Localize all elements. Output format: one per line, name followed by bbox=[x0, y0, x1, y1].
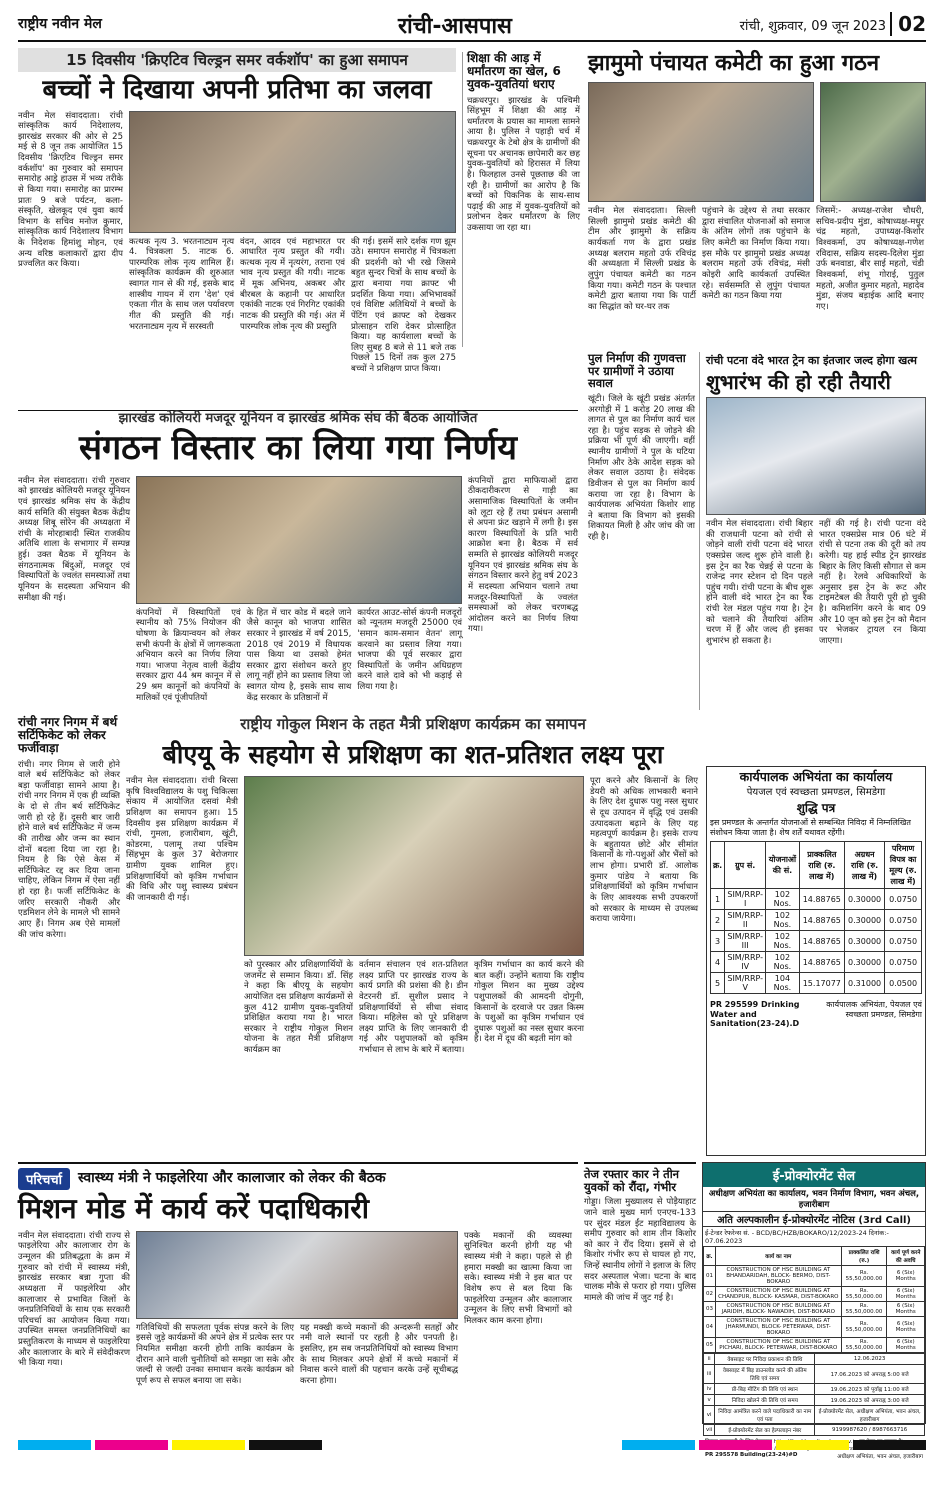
table-cell: SIM/RRP-IV bbox=[725, 952, 766, 973]
yellow-swatch bbox=[776, 1440, 849, 1450]
page-header bbox=[18, 10, 926, 42]
table-row bbox=[711, 952, 922, 973]
story-body-col3: के हित में चार कोड में बदले जाने जैसे कानून को भाजपा शासित सरकार ने झारखंड में वर्ष 2015, 2018 एवं 2019 में विधायक पास किया था उसको हेमंत सरकार द्वारा संशोधन करते हुए लागू नहीं होने का प्रस्ताव लिया जो स्वागत योग्य है, इसके साथ साथ केंद्र सरकार के प्रतिष्ठानों में bbox=[246, 607, 352, 703]
page-number: 02 bbox=[890, 12, 926, 36]
notice-title: ई-प्रोक्योरमेंट सेल bbox=[703, 1163, 925, 1187]
story-body-col2: पहुंचाने के उद्देश्य से तथा सरकार द्वारा संचालित योजनाओं को समाज के अंतिम लोगों तक पहुंचाने के लिए कमेटी का निर्माण किया गया। इस मौके पर झामुमो प्रखंड अध्यक्ष बलराम महतो उर्फ रविचंद्र, मंसी कोइरी आदि कार्यकर्ता उपस्थित रहे। सर्वसम्मति से लुपुंग पंचायत कमेटी का गठन किया गया bbox=[702, 206, 810, 302]
table-cell: vii bbox=[704, 1425, 715, 1436]
table-header: अग्रधन राशि (रु. लाख में) bbox=[845, 842, 885, 889]
table-header: परिमाण विपत्र का मूल्य (रु. लाख में) bbox=[885, 842, 922, 889]
story-body: रांची। नगर निगम से जारी होने वाले बर्थ सर्टिफिकेट को लेकर बड़ा फर्जीवाड़ा सामने आया है। रांची नगर निगम में एक ही व्यक्ति के दो से तीन बर्थ सर्टिफिकेट जारी हो रहे हैं। दूसरी बार जारी होने वाले बर्थ सर्टिफिकेट में जन्म की तारीख और जन्म का स्थान दोनों बदला दिया जा रहा है। नियम है कि ऐसे केस में सर्टिफिकेट रद्द कर दिया जाना चाहिए, लेकिन निगम में ऐसा नहीं हो रहा है। फर्जी सर्टिफिकेट के जरिए सरकारी नौकरी और एडमिशन लेने के मामले भी सामने आए हैं। निगम अब ऐसे मामलों की जांच करेगा। bbox=[18, 759, 120, 940]
table-cell: 102 Nos. bbox=[766, 889, 799, 910]
story-body-col5: कंपनियों द्वारा माफियाओं द्वारा ठीकदारीकरण से गाड़ी का असामाजिक विस्थापितों के जमीन को लूटा रहे हैं तथा प्रबंधन असामी से अपना फ्रंट खड़ाने में लगी है। इस कारण विस्थापितों के प्रति भारी आक्रोश बना है। बैठक में सर्व सम्मति से झारखंड कोलियरी मजदूर यूनियन एवं झारखंड श्रमिक संघ के संगठन विस्तार करने हेतु वर्ष 2023 में सदस्यता अभियान चलाने तथा मजदूर-विस्थापितों के ज्वलंत समस्याओं को लेकर चरणबद्ध आंदोलन करने का निर्णय लिया गया। bbox=[468, 475, 578, 635]
notice-pr-code: PR 295599 Drinking Water and Sanitation(23-24).D bbox=[710, 1000, 800, 1029]
table-cell: 04 bbox=[704, 1317, 716, 1338]
table-cell: 104 Nos. bbox=[766, 973, 799, 994]
story-body: नवीन मेल संवाददाता। रांची गुरुवार को झारखंड कोलियरी मजदूर यूनियन एवं झारखंड श्रमिक संघ के केंद्रीय कार्य समिति की संयुक्त बैठक केंद्रीय अध्यक्ष शिबू सोरेन की अध्यक्षता में रांची के मोरहाबादी स्थित राजकीय अतिथि शाला के सभागार में सम्पन्न हुई। उक्त बैठक में यूनियन के संगठनात्मक बिंदुओं, मजदूर एवं विस्थापितों के ज्वलंत समस्याओं तथा यूनियन के सदस्यता अभियान की समीक्षा की गई। bbox=[18, 475, 130, 603]
story-body-col2: नहीं की गई है। रांची पटना वंदे भारत एक्सप्रेस मात्र 06 घंटे में रांची से पटना तक की दूरी को तय करेगी। यह हाई स्पीड ट्रेन झारखंड बिहार के लिए किसी सौगात से कम नहीं है। रेलवे अधिकारियों के अनुसार इस ट्रेन के रूट और टाइमटेबल की तैयारी पूरी हो चुकी है। कमिशनिंग करने के बाद 09 और 10 जून को इस ट्रेन को मैदान पर भेजकर ट्रायल रन किया जाएगा। bbox=[819, 519, 926, 646]
story-band: रांची पटना वंदे भारत ट्रेन का इंतजार जल्द होगा खत्म bbox=[706, 354, 917, 367]
magenta-swatch bbox=[95, 1440, 168, 1450]
story-headline: बीएयू के सहयोग से प्रशिक्षण का शत-प्रतिशत लक्ष्य पूरा bbox=[162, 739, 664, 769]
table-cell: 0.30000 bbox=[845, 952, 885, 973]
table-cell: 102 Nos. bbox=[766, 931, 799, 952]
story-body-col3: वंदन, आदव एवं महाभारत पर आधारित नृत्य प्रस्तुत की गयी। कत्थक नृत्य में नृत्यरंग, तराना एवं भाव नृत्य प्रस्तुत की गयी। नाटक में मूक अभिनय, अकबर और बीरबल के कहानी पर आधारित एकांकी नाटक एवं गिरगिट एकांकी नाटक की प्रस्तुति की गई। अंत में पारम्परिक लोक नृत्य की प्रस्तुति bbox=[240, 236, 345, 332]
table-cell: 02 bbox=[704, 1287, 716, 1302]
story-body-col4: की गई। इसमें सारे दर्शक गण झूम उठे। समापन समारोह में चित्रकला की प्रदर्शनी को भी रखे जिसमे बहुत सुन्दर चित्रों के साथ बच्चों के द्वारा बनाया गया क्राफ्ट भी प्रदर्शित किया गया। अभिभावकों एवं विशिष्ट अतिथियों ने बच्चों के पेंटिंग एवं क्राफ्ट को देखकर प्रोत्साहन राशि देकर प्रोत्साहित किया। यह कार्यशाला बच्चों के लिए सुबह 8 बजे से 11 बजे तक पिछले 15 दिनों तक कुल 275 बच्चों ने प्रशिक्षण प्राप्त किया। bbox=[351, 236, 456, 375]
table-row bbox=[704, 1287, 925, 1302]
table-cell: vi bbox=[704, 1406, 715, 1425]
corrigendum-table bbox=[710, 841, 922, 994]
story-body-col5: पूरा करने और किसानों के लिए डेयरी को अधिक लाभकारी बनाने के लिए देश दुधारू पशु नस्ल सुधार से दूध उत्पादन में वृद्धि एवं उसकी उत्पादकता बढ़ाने के लिए यह महत्वपूर्ण कार्यक्रम है। इसके राज्य के बहुतायत छोटे और सीमांत किसानों के गो-पशुओं और भैंसों को लाभ होगा। प्रभारी डॉ. आलोक कुमार पांडेय ने बताया कि प्रशिक्षणार्थियों को कृत्रिम गर्भाधान के लिए आवश्यक सभी उपकरणों को सरकार के माध्यम से उपलब्ध कराया जायेगा। bbox=[590, 776, 698, 925]
table-row bbox=[704, 1395, 925, 1406]
table-cell: 6 (Six) Months bbox=[887, 1338, 925, 1353]
table-cell: Rs. 55,50,000.00 bbox=[841, 1302, 887, 1317]
table-cell: 14.88765 bbox=[799, 931, 844, 952]
story-body: नवीन मेल संवाददाता। रांची राज्य से फाइलेरिया और कालाजार रोग के उन्मूलन की प्रतिबद्धता के क्रम में गुरुवार को रांची में स्वास्थ्य मंत्री, झारखंड सरकार बन्ना गुप्ता की अध्यक्षता में फाइलेरिया और कालाजार से प्रभावित जिलों के जनप्रतिनिधियों के साथ एक सरकारी परिचर्चा का आयोजन किया गया। उपस्थित समस्त जनप्रतिनिधियों का प्रस्तुतिकरण के माध्यम से फाइलेरिया और कालाजार के बारे में संवेदीकरण भी किया गया। bbox=[18, 1230, 130, 1369]
table-cell: ई-प्रोक्योरमेंट सेल का हेल्पलाइन नंबर bbox=[715, 1425, 815, 1436]
table-cell: 0.0500 bbox=[885, 973, 922, 994]
table-cell: 0.30000 bbox=[845, 889, 885, 910]
notice-title: कार्यपालक अभियंता का कार्यालय bbox=[739, 769, 893, 784]
story-body-col2: कंपनियों में विस्थापितों एवं स्थानीय को 75% नियोजन की घोषणा के क्रियान्वयन को लेकर सभी कंपनी के क्षेत्रों में जागरूकता अभियान करने का निर्णय लिया गया। भाजपा नेतृत्व वाली केंद्रीय सरकार द्वारा 44 श्रम कानून में से 29 श्रम कानूनों को कंपनियों के मालिकों एवं पूंजीपतियों bbox=[136, 607, 241, 703]
table-cell: 15.17077 bbox=[799, 973, 844, 994]
table-header: ग्रुप सं. bbox=[725, 842, 766, 889]
table-cell: 9199987620 / 8987663716 bbox=[815, 1425, 925, 1436]
story-headline: झामुमो पंचायत कमेटी का हुआ गठन bbox=[588, 51, 880, 76]
meeting-photo bbox=[136, 476, 462, 604]
table-cell: 0.0750 bbox=[885, 889, 922, 910]
story-bridge-quality bbox=[588, 352, 700, 710]
dance-performance-photo bbox=[129, 111, 456, 233]
notice-heading: शुद्धि पत्र bbox=[796, 800, 836, 815]
table-cell: Rs. 55,50,000.00 bbox=[841, 1287, 887, 1302]
table-row bbox=[704, 1425, 925, 1436]
table-cell: 6 (Six) Months bbox=[887, 1317, 925, 1338]
notice-subtitle: अधीक्षण अभियंता का कार्यालय, भवन निर्माण विभाग, भवन अंचल, हजारीबाग bbox=[708, 1189, 920, 1210]
table-cell: 0.0750 bbox=[885, 952, 922, 973]
table-cell: ई-प्रोक्योरमेंट सेल, अधीक्षण अभियंता, भवन अंचल, हजारीबाग bbox=[815, 1406, 925, 1425]
story-headline: शिक्षा की आड़ में धर्मांतरण का खेल, 6 युवक-युवतियां धराए bbox=[467, 51, 561, 92]
notice-subtitle: पेयजल एवं स्वच्छता प्रमण्डल, सिमडेगा bbox=[746, 786, 886, 798]
table-cell: 05 bbox=[704, 1338, 716, 1353]
table-cell: 2 bbox=[711, 910, 725, 931]
table-cell: SIM/RRP-V bbox=[725, 973, 766, 994]
table-cell: SIM/RRP-I bbox=[725, 889, 766, 910]
story-body-col3: वर्तमान संचालन एवं शत-प्रतिशत लक्ष्य प्राप्ति पर झारखंड राज्य के कार्य प्रगति की प्रशंसा की है। डीन वेटरनरी डॉ. सुशील प्रसाद ने प्रशिक्षणार्थियों से सीधा संवाद किया। महिलेस को पूरे प्रशिक्षण लक्ष्य प्राप्ति के लिए जानकारी दी गई और पशुपालकों को कृत्रिम गर्भाधान से लाभ के बारे में बताया। bbox=[359, 960, 468, 1055]
train-photo bbox=[706, 397, 926, 515]
table-cell: CONSTRUCTION OF HSC BUILDING AT CHANDPUR, BLOCK- KASMAR, DIST-BOKARO bbox=[716, 1287, 842, 1302]
story-body: चक्रधरपुर। झारखंड के पश्चिमी सिंहभूम में शिक्षा की आड़ में धर्मांतरण के प्रयास का मामला सामने आया है। पुलिस ने पहाड़ी चर्च में चक्रधरपुर के टेबो क्षेत्र के ग्रामीणों की सूचना पर अचानक छापेमारी कर छह युवक-युवतियों को हिरासत में लिया है। फिलहाल उनसे पूछताछ की जा रही है। ग्रामीणों का आरोप है कि बच्चों को पिकनिक के साथ-साथ पढ़ाई की आड़ में युवक-युवतियों को प्रलोभन देकर धर्मांतरण के लिए उकसाया जा रहा था। bbox=[467, 95, 580, 234]
masthead: राष्ट्रीय नवीन मेल bbox=[18, 16, 102, 32]
table-row bbox=[711, 973, 922, 994]
table-cell: वेबसाइट में बिड़ डाउनलोड करने की अंतिम तिथि एवं समय bbox=[715, 1365, 815, 1384]
table-row bbox=[711, 889, 922, 910]
table-cell: 4 bbox=[711, 952, 725, 973]
notice-heading: अति अल्पकालीन ई-प्रोक्योरमेंट नोटिस (3rd Call) bbox=[703, 1211, 925, 1227]
story-body-col4: कार्यरत आउट-सोर्स कंपनी मजदूरों को न्यूनतम मजदूरी 25000 एवं 'समान काम-समान वेतन' लागू करवाने का प्रस्ताव लिया गया। भाजपा की पूर्व सरकार द्वारा विस्थापितों के जमीन अधिग्रहण करने वाले दावे को भी कड़ाई से लिया गया है। bbox=[357, 607, 463, 693]
story-body: नवीन मेल संवाददाता। रांची बिहार की राजधानी पटना को रांची से जोड़ने वाली रांची पटना वंदे भारत एक्सप्रेस जल्द शुरू होने वाली है। इस ट्रेन का रैक चेन्नई से पटना के राजेन्द्र नगर स्टेशन दो दिन पहले पहुंच गयी। रांची पटना के बीच शुरू होने वाली वंदे भारत ट्रेन का रैक रांची रेल मंडल पहुंच गया है। ट्रेन को चलाने की तैयारियां अंतिम चरण में हैं और जल्द ही इसका शुभारंभ हो सकता है। bbox=[706, 519, 813, 646]
table-cell: CONSTRUCTION OF HSC BUILDING AT PICHARI, BLOCK- PETERWAR, DIST-BOKARO bbox=[716, 1338, 842, 1353]
story-kicker: झारखंड कोलियरी मजदूर यूनियन व झारखंड श्रमिक संघ की बैठक आयोजित bbox=[118, 411, 478, 426]
cyan-swatch bbox=[18, 1440, 91, 1450]
notice-intro: इस प्रमण्डल के अन्तर्गत योजनाओं से सम्बन्धित निविदा में निम्नलिखित संशोधन किया जाता है। शेष शर्तें यथावत रहेंगी। bbox=[710, 817, 911, 837]
tender-info-table bbox=[703, 1353, 925, 1436]
table-row bbox=[704, 1406, 925, 1425]
table-cell: 102 Nos. bbox=[766, 952, 799, 973]
story-headline: बच्चों ने दिखाया अपनी प्रतिभा का जलवा bbox=[42, 75, 432, 105]
table-header: प्राक्कलित राशि (रु. लाख में) bbox=[799, 842, 844, 889]
story-headline: शुभारंभ की हो रही तैयारी bbox=[706, 370, 891, 395]
story-bau-training bbox=[126, 716, 700, 1156]
notice-signatory: कार्यपालक अभियंता, पेयजल एवं स्वच्छता प्रमण्डल, सिमडेगा bbox=[826, 1000, 922, 1019]
table-cell: 3 bbox=[711, 931, 725, 952]
story-body: गोड्डा। जिला मुख्यालय से पोड़ैयाहाट जाने वाले मुख्य मार्ग एनएच-133 पर सुंदर मंडल ईंट महाविद्यालय के समीप गुरुवार को शाम तीन किशोर को कार ने रौंद दिया। इसमें से दो किशोर गंभीर रूप से घायल हो गए, जिन्हें स्थानीय लोगों ने इलाज के लिए सदर अस्पताल भेजा। घटना के बाद चालक मौके से फरार हो गया। पुलिस मामले की जांच में जुट गई है। bbox=[584, 1197, 696, 1303]
table-cell: 14.88765 bbox=[799, 889, 844, 910]
table-cell: 0.31000 bbox=[845, 973, 885, 994]
table-row bbox=[704, 1338, 925, 1353]
table-cell: निविदा आमंत्रित करने वाले पदाधिकारी का नाम एवं पता bbox=[715, 1406, 815, 1425]
table-cell: Rs. 55,50,000.00 bbox=[841, 1266, 887, 1287]
table-cell: SIM/RRP-II bbox=[725, 910, 766, 931]
story-headline: तेज रफ्तार कार ने तीन युवकों को रौंदा, गंभीर bbox=[584, 1167, 680, 1194]
story-headline: पुल निर्माण की गुणवत्ता पर ग्रामीणों ने उठाया सवाल bbox=[588, 351, 686, 391]
table-cell: iii bbox=[704, 1365, 715, 1384]
table-cell: 14.88765 bbox=[799, 910, 844, 931]
group-photo bbox=[820, 82, 926, 202]
table-row bbox=[704, 1365, 925, 1384]
table-cell: 12.06.2023 bbox=[815, 1354, 925, 1365]
cyan-swatch bbox=[622, 1440, 695, 1450]
story-body: नवीन मेल संवाददाता। रांची बिरसा कृषि विश्वविद्यालय के पशु चिकित्सा संकाय में आयोजित दसवां मैत्री प्रशिक्षण का समापन हुआ। 15 दिवसीय इस प्रशिक्षण कार्यक्रम में रांची, गुमला, हजारीबाग, खूंटी, कोडरमा, पलामू तथा पश्चिम सिंहभूम के कुल 37 बेरोजगार ग्रामीण युवक शामिल हुए। प्रशिक्षणार्थियों को कृत्रिम गर्भाधान की विधि और पशु स्वास्थ्य प्रबंधन की जानकारी दी गई। bbox=[126, 776, 238, 903]
story-body-col4: पक्के मकानों की व्यवस्था सुनिश्चित करनी होगी यह भी स्वास्थ्य मंत्री ने कहा। पहले से ही हमारा मक्खी का खात्मा किया जा सके। स्वास्थ्य मंत्री ने इस बात पर विशेष रूप से बल दिया कि फाइलेरिया उन्मूलन और कालाजार उन्मूलन के लिए सभी विभागों को मिलकर काम करना होगा। bbox=[464, 1230, 572, 1326]
table-cell: 17.06.2023 को अपराह्न 5:00 बजे bbox=[815, 1365, 925, 1384]
meeting-photo bbox=[136, 1231, 458, 1319]
table-cell: 03 bbox=[704, 1302, 716, 1317]
table-row bbox=[704, 1354, 925, 1365]
table-cell: 19.06.2023 को अपराह्न 3:00 बजे bbox=[815, 1395, 925, 1406]
dateline: रांची, शुक्रवार, 09 जून 2023 bbox=[739, 19, 886, 34]
table-cell: 0.30000 bbox=[845, 910, 885, 931]
table-cell: ii bbox=[704, 1354, 715, 1365]
story-headline: संगठन विस्तार का लिया गया निर्णय bbox=[79, 428, 517, 469]
table-cell: 6 (Six) Months bbox=[887, 1266, 925, 1287]
table-cell: iv bbox=[704, 1384, 715, 1395]
table-cell: SIM/RRP-III bbox=[725, 931, 766, 952]
committee-photo bbox=[588, 82, 814, 202]
story-headline: मिशन मोड में कार्य करें पदाधिकारी bbox=[18, 1192, 369, 1225]
table-cell: Rs. 55,50,000.00 bbox=[841, 1338, 887, 1353]
story-body: नवीन मेल संवाददाता। रांची सांस्कृतिक कार्य निदेशालय, झारखंड सरकार की ओर से 25 मई से 8 जून तक आयोजित 15 दिवसीय 'क्रिएटिव चिल्ड्रन समर वर्कशॉप' का गुरुवार को समापन समारोह आड्रे हाउस में भव्य तरीके से किया गया। समारोह का प्रारम्भ प्रातः 9 बजे पर्यटन, कला-संस्कृति, खेलकूद एवं युवा कार्य विभाग के सचिव मनोज कुमार, सांस्कृतिक कार्य निदेशालय विभाग के निदेशक हिमांशु मोहन, एवं अन्य वरिष्ठ कलाकारों द्वारा दीप प्रज्वलित कर किया। bbox=[18, 110, 123, 270]
table-header: क्र. bbox=[704, 1247, 716, 1266]
table-cell: प्री-बिड़ मीटिंग की तिथि एवं स्थान bbox=[715, 1384, 815, 1395]
magenta-swatch bbox=[699, 1440, 772, 1450]
story-body: खूंटी। जिले के खूंटी प्रखंड अंतर्गत अरगोड़ी में 1 करोड़ 20 लाख की लागत से पुल का निर्माण कार्य चल रहा है। पहुंच सड़क से जोड़ने की प्रक्रिया भी पूर्ण की जाएगी। वहीं स्थानीय ग्रामीणों ने पुल के घटिया निर्माण और ठेके आदेश सड़क को लेकर सवाल उठाया है। संवेदक डिवीजन से पुल का निर्माण कार्य कराया जा रहा है। विभाग के कार्यपालक अभियंता किशोर शाह ने बताया कि विभाग को इसकी शिकायत मिली है और जांच की जा रही है। bbox=[588, 393, 695, 543]
table-header: कार्य पूर्ण करने की अवधि bbox=[887, 1247, 925, 1266]
table-cell: 102 Nos. bbox=[766, 910, 799, 931]
table-cell: वेबसाइट पर निविदा प्रकाशन की तिथि bbox=[715, 1354, 815, 1365]
table-cell: CONSTRUCTION OF HSC BUILDING AT JARIDIH, BLOCK- NAWADIH, DIST-BOKARO bbox=[716, 1302, 842, 1317]
certificate-ceremony-photo bbox=[244, 776, 584, 956]
table-cell: 19.06.2023 को पूर्वाह्न 11:00 बजे bbox=[815, 1384, 925, 1395]
story-vande-bharat bbox=[706, 355, 926, 760]
story-union-meeting bbox=[18, 412, 578, 710]
table-cell: निविदा खोलने की तिथि एवं समय bbox=[715, 1395, 815, 1406]
notice-corrigendum bbox=[706, 766, 926, 1156]
table-row bbox=[704, 1302, 925, 1317]
story-birth-certificate bbox=[18, 716, 120, 1156]
notice-pr-code: PR 295578 Building(23-24)#D bbox=[705, 1452, 798, 1458]
story-kicker: स्वास्थ्य मंत्री ने फाइलेरिया और कालाजार को लेकर की बैठक bbox=[77, 1170, 386, 1187]
story-kicker: राष्ट्रीय गोकुल मिशन के तहत मैत्री प्रशिक्षण कार्यक्रम का समापन bbox=[240, 715, 586, 733]
table-header: प्राक्कलित राशि (रु.) bbox=[841, 1247, 887, 1266]
table-cell: 0.0750 bbox=[885, 931, 922, 952]
story-body-col4: कृत्रिम गर्भाधान का कार्य करने की बात कहीं। उन्होंने बताया कि राष्ट्रीय गोकुल मिशन का मुख्य उद्देश्य पशुपालकों की आमदनी दोगुनी, किसानों के दरवाजे पर उन्नत किस्म के पशुओं का कृत्रिम गर्भाधान एवं दुधारू पशुओं का नस्ल सुधार करना है। देश में दूध की बढ़ती मांग को bbox=[474, 960, 584, 1045]
notice-eprocurement bbox=[702, 1162, 926, 1460]
tender-table bbox=[703, 1246, 925, 1353]
story-body-col2: गतिविधियों की सफलता पूर्वक संपन्न करने के लिए इससे जुड़े कार्यक्रमों की अपने क्षेत्र में प्रत्येक स्तर पर नियमित समीक्षा करनी होगी ताकि कार्यक्रम के दौरान आने वाली चुनौतियों को समझा जा सके और जल्दी से जल्दी उनका समाधान करके कार्यक्रम को पूर्ण रूप से सफल बनाया जा सके। bbox=[136, 1322, 294, 1386]
table-header: कार्य का नाम bbox=[716, 1247, 842, 1266]
story-headline: रांची नगर निगम में बर्थ सर्टिफिकेट को लेकर फर्जीवाड़ा bbox=[18, 715, 118, 756]
table-cell: 0.0750 bbox=[885, 910, 922, 931]
color-registration-strip bbox=[18, 1440, 926, 1450]
notice-signatory: अधीक्षण अभियंता, भवन अंचल, हजारीबाग bbox=[837, 1454, 923, 1460]
black-swatch bbox=[249, 1440, 322, 1450]
story-kicker: 15 दिवसीय 'क्रिएटिव चिल्ड्रन समर वर्कशॉप' का हुआ समापन bbox=[18, 48, 456, 72]
section-title: रांची-आसपास bbox=[398, 14, 512, 39]
table-cell: 5 bbox=[711, 973, 725, 994]
notice-reference: ई-टेन्डर रेफरेन्स सं. - BCD/BC/HZB/BOKARO/12/2023-24 दिनांक:- 07.06.2023 bbox=[705, 1229, 889, 1245]
table-cell: Rs. 55,50,000.00 bbox=[841, 1317, 887, 1338]
story-children-workshop bbox=[18, 48, 456, 408]
table-row bbox=[704, 1266, 925, 1287]
table-cell: CONSTRUCTION OF HSC BUILDING AT JHARMUNDI, BLOCK- PETERWAR, DIST-BOKARO bbox=[716, 1317, 842, 1338]
table-cell: 6 (Six) Months bbox=[887, 1302, 925, 1317]
yellow-swatch bbox=[172, 1440, 245, 1450]
table-cell: 0.30000 bbox=[845, 931, 885, 952]
story-body-col3: जिसमें:- अध्यक्ष-राजेश चौधरी, सचिव-प्रदीप मुंडा, कोषाध्यक्ष-मधुर चंद्र महतो, उपाध्यक्ष-किशोर विश्वकर्मा, उप कोषाध्यक्ष-गणेश रविदास, सक्रिय सदस्य-दिलेश मुंडा उर्फ बनवाडा, बीर साई महतो, चंडी विश्वकर्मा, शंभू गोराई, पुतुल महतो, अजीत कुमार महतो, महादेव मुंडा, संजय बड़ाईक आदि बनाए गए। bbox=[816, 206, 924, 312]
table-row bbox=[704, 1317, 925, 1338]
story-body-col3: यह मक्खी कच्चे मकानों की अन्दरूनी सतहों और नमी वाले स्थानों पर रहती है और पनपती है। इसलिए, हम सब जनप्रतिनिधियों को स्वास्थ्य विभाग के साथ मिलकर अपने क्षेत्रों में कच्चे मकानों में निवास करने वालों की पहचान करके उन्हें सूचीबद्ध करना होगा। bbox=[300, 1322, 458, 1386]
story-health-minister bbox=[18, 1162, 578, 1424]
table-cell: 14.88765 bbox=[799, 952, 844, 973]
black-swatch bbox=[853, 1440, 926, 1450]
table-row bbox=[704, 1384, 925, 1395]
table-header: योजनाओं की सं. bbox=[766, 842, 799, 889]
story-body-col2: कत्थक नृत्य 3. भरतनाट्यम नृत्य 4. चित्रकला 5. नाटक 6. पारम्परिक लोक नृत्य शामिल हैं। सांस्कृतिक कार्यक्रम की शुरुआत स्वागत गान से की गई, इसके बाद शास्त्रीय गायन में राग 'देश' एवं एकता गीत के साथ जल पर्यावरण गीत की प्रस्तुति की गई। भरतनाट्यम नृत्य में सरस्वती bbox=[129, 236, 234, 332]
table-row bbox=[711, 931, 922, 952]
table-cell: 6 (Six) Months bbox=[887, 1287, 925, 1302]
table-cell: v bbox=[704, 1395, 715, 1406]
table-cell: 1 bbox=[711, 889, 725, 910]
table-row bbox=[711, 910, 922, 931]
table-cell: CONSTRUCTION OF HSC BUILDING AT BHANDARIDAH, BLOCK- BERMO, DIST-BOKARO bbox=[716, 1266, 842, 1287]
table-header: क्र. bbox=[711, 842, 725, 889]
story-body: नवीन मेल संवाददाता। सिल्ली सिल्ली झामुमो प्रखंड कमेटी की टीम और झामुमो के सक्रिय कार्यकर्ता गण के द्वारा प्रखंड अध्यक्ष बलराम महतो उर्फ रविचंद्र की अध्यक्षता में सिल्ली प्रखंड के लुपुंग पंचायत कमेटी का गठन किया गया। कमेटी गठन के पश्चात कमेटी द्वारा बताया गया कि पार्टी का सिद्धांत को घर-घर तक bbox=[588, 206, 696, 312]
story-body-col2: को पुरस्कार और प्रशिक्षणार्थियों के जजमेंट से सम्मान किया। डॉ. सिंह ने कहा कि बीएयू के सहयोग आयोजित दस प्रशिक्षण कार्यक्रमों से कुल 412 ग्रामीण युवक-युवतियों प्रशिक्षित कराया गया है। भारत सरकार ने राष्ट्रीय गोकुल मिशन योजना के तहत मैत्री प्रशिक्षण कार्यक्रम का bbox=[244, 960, 353, 1055]
category-badge: परिचर्चा bbox=[18, 1168, 70, 1190]
story-jmm-committee bbox=[588, 52, 926, 352]
table-cell: 01 bbox=[704, 1266, 716, 1287]
story-car-accident bbox=[584, 1162, 696, 1424]
story-conversion bbox=[462, 52, 580, 347]
